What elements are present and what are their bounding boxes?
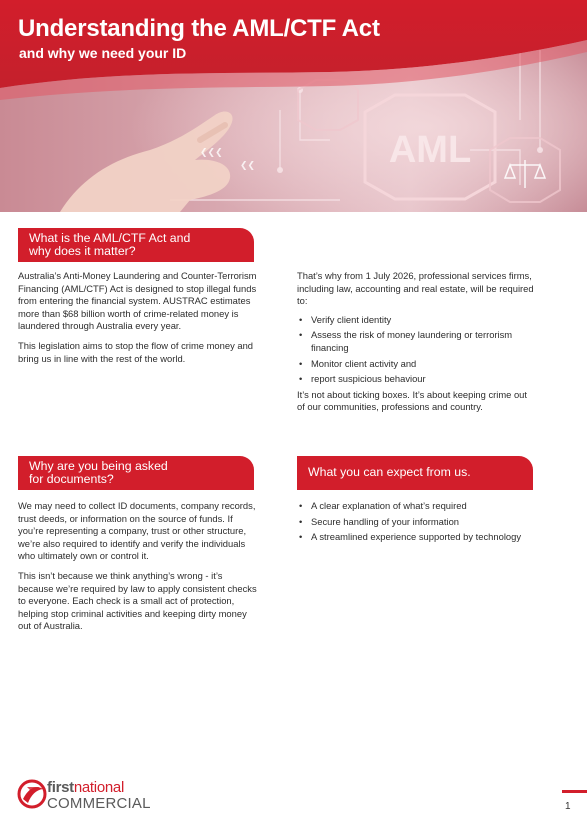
heading-rule <box>18 489 254 490</box>
section-body-what <box>18 270 258 372</box>
section-body-expect <box>297 500 537 547</box>
section-heading-expect <box>297 456 533 489</box>
page-subtitle: and why we need your ID <box>19 45 187 61</box>
list-item: • Verify client identity <box>297 314 537 327</box>
list-item: • report suspicious behaviour <box>297 373 537 386</box>
paragraph: This legislation aims to stop the flow of crime money and bring us in line with the rest of the world. <box>18 339 254 364</box>
logo-word-national: national <box>73 779 124 796</box>
heading-line: for documents? <box>29 472 114 486</box>
heading-line: What is the AML/CTF Act and <box>29 231 191 245</box>
heading-line: Why are you being asked <box>29 459 168 473</box>
requirements-list <box>297 314 537 386</box>
paragraph: It’s not about ticking boxes. It’s about keeping crime out of our communities, professions and country. <box>297 388 527 413</box>
heading-line: why does it matter? <box>29 244 136 258</box>
page-accent-rule <box>562 790 587 793</box>
section-body-2026 <box>297 270 537 421</box>
list-item: • Monitor client activity and <box>297 358 537 371</box>
heading-line: What you can expect from us. <box>308 465 471 479</box>
list-item: • Assess the risk of money laundering or terrorism financing <box>297 329 537 354</box>
logo-wordmark <box>47 779 124 796</box>
page-number: 1 <box>565 801 571 812</box>
section-heading-why <box>18 456 254 489</box>
expectations-list <box>297 500 537 544</box>
section-body-why <box>18 500 258 640</box>
heading-rule <box>18 261 254 262</box>
list-item: • A streamlined experience supported by technology <box>297 531 537 544</box>
paragraph: This isn’t because we think anything’s wrong - it’s because we’re required by law to apply consistent checks to everyone. Each check is a small act of protection, helping stop criminal activities and keeping dirty money out of Australia. <box>18 569 257 632</box>
paragraph: Australia’s Anti-Money Laundering and Counter-Terrorism Financing (AML/CTF) Act is designed to stop illegal funds from entering the financial system. AUSTRAC estimates more than $68 billion worth of crime-related money is laundered through Australia every year. <box>18 270 257 332</box>
page-title: Understanding the AML/CTF Act <box>18 15 380 42</box>
paragraph: That’s why from 1 July 2026, professional services firms, including law, accounting and real estate, will be required to: <box>297 270 534 307</box>
section-heading-what <box>18 228 254 261</box>
paragraph: We may need to collect ID documents, company records, trust deeds, or information on the source of funds. If you’re representing a company, trust or other structure, we’re also required to identify and verify the individuals who ultimately own or control it. <box>18 500 256 562</box>
logo-word-commercial: COMMERCIAL <box>47 795 151 812</box>
list-item: • A clear explanation of what’s required <box>297 500 537 513</box>
hero-banner <box>0 0 587 212</box>
svg-text:❮❮❮: ❮❮❮ <box>200 148 223 158</box>
logo-word-first: first <box>47 779 74 796</box>
heading-rule <box>297 489 533 490</box>
svg-text:❮❮: ❮❮ <box>240 161 256 171</box>
list-item: • Secure handling of your information <box>297 516 537 529</box>
aml-badge-text: AML <box>388 129 472 171</box>
